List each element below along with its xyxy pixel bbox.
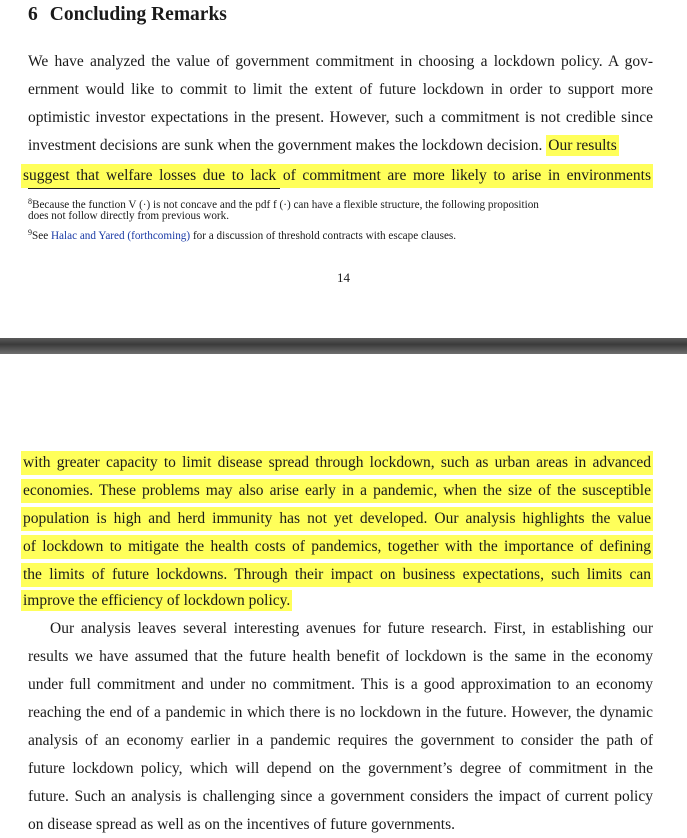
footnote-text: for a discussion of threshold contracts with escape clauses.: [190, 230, 457, 242]
highlight-annotation[interactable]: population is high and herd immunity has not yet developed. Our analysis highlights the value: [21, 507, 653, 531]
paragraph-line: [21, 451, 653, 475]
highlight-annotation[interactable]: of lockdown to mitigate the health costs of pandemics, together with the importance of defining: [21, 535, 653, 559]
citation-link[interactable]: Halac and Yared (forthcoming): [50, 230, 191, 242]
highlight-annotation[interactable]: with greater capacity to limit disease spread through lockdown, such as urban areas in advanced: [21, 451, 653, 475]
highlight-annotation[interactable]: the limits of future lockdowns. Through their impact on business expectations, such limits can: [21, 563, 653, 587]
footnote-rule: [28, 188, 280, 189]
paragraph-line: on disease spread as well as on the incentives of future governments.: [28, 816, 455, 833]
paragraph-line: [28, 136, 619, 156]
paragraph-line: [21, 479, 653, 503]
footnote-mark: 9: [28, 228, 32, 237]
section-heading: [28, 4, 227, 26]
paragraph-line: future lockdown policy, which will depend on the government’s degree of commitment in the: [28, 760, 653, 777]
paragraph-line: analysis of an economy earlier in a pandemic requires the government to consider the path of: [28, 732, 653, 749]
section-title: Concluding Remarks: [49, 4, 227, 25]
paragraph-line: Our analysis leaves several interesting avenues for future research. First, in establishing our: [50, 620, 653, 637]
footnote-text: See: [32, 230, 51, 242]
paragraph-line: [21, 535, 653, 559]
paragraph-line: optimistic investor expectations in the present. However, such a commitment is not credible since: [28, 109, 653, 126]
footnote-mark: 8: [28, 197, 32, 206]
page-number: 14: [337, 270, 350, 285]
paragraph-line: [21, 563, 653, 587]
footnote-text: Because the function V (·) is not concave and the pdf f (·) can have a flexible structure, the following proposition: [32, 199, 539, 211]
page-separator: [0, 338, 687, 354]
page-14: [0, 0, 687, 338]
page-15: [0, 354, 687, 838]
paragraph-line: We have analyzed the value of government commitment in choosing a lockdown policy. A gov-: [28, 53, 653, 70]
highlight-annotation[interactable]: economies. These problems may also arise early in a pandemic, when the size of the susceptible: [21, 479, 653, 503]
paragraph-line: [21, 591, 292, 611]
highlight-annotation[interactable]: improve the efficiency of lockdown policy.: [23, 592, 291, 609]
paragraph-line: under full commitment and under no commitment. This is a good approximation to an economy: [28, 676, 653, 693]
section-number: 6: [28, 4, 38, 25]
highlight-annotation[interactable]: suggest that welfare losses due to lack of commitment are more likely to arise in environments: [21, 164, 653, 188]
paragraph-line: ernment would like to commit to limit the extent of future lockdown in order to support more: [28, 81, 653, 98]
footnote-9: [28, 226, 456, 243]
paragraph-line: future. Such an analysis is challenging since a government considers the impact of current policy: [28, 788, 653, 805]
paragraph-line: results we have assumed that the future health benefit of lockdown is the same in the economy: [28, 648, 653, 665]
paragraph-line: [21, 507, 653, 531]
paragraph-text: investment decisions are sunk when the government makes the lockdown decision.: [28, 137, 543, 154]
highlight-annotation[interactable]: Our results: [548, 137, 617, 154]
paragraph-line: [21, 164, 653, 188]
footnote-8-cont: does not follow directly from previous work.: [28, 210, 230, 222]
paragraph-line: reaching the end of a pandemic in which there is no lockdown in the future. However, the dynamic: [28, 704, 653, 721]
